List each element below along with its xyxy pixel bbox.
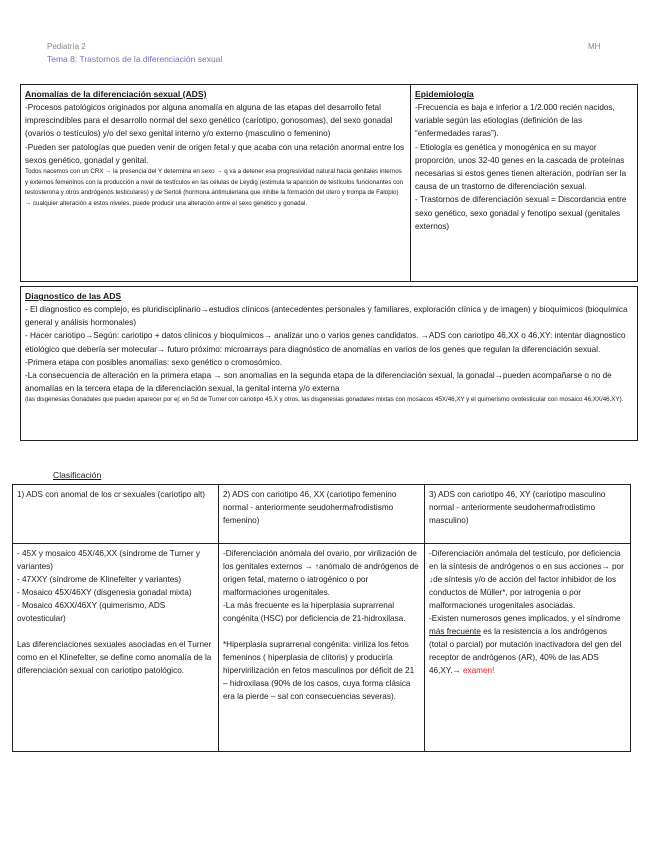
col1-item: - Mosaico 45X/46XY (disgenesia gonadal mixta) (17, 588, 192, 597)
col1-summary: Las diferenciaciones sexuales asociadas en el Turner como en el Klinefelter, se define como anomalía de la diferenciación sexual con cariotipo patológico. (17, 640, 212, 675)
col2-header: 2) ADS con cariotipo 46, XX (cariotipo femenino normal - anteriormente seudohermafrodistismo femenino) (219, 485, 425, 544)
course-name: Pediatría 2 (47, 42, 86, 51)
classification-title: Clasificación (53, 470, 102, 480)
epidemiology-box (410, 84, 638, 282)
col3-body (425, 544, 631, 752)
col3-text: -Existen numerosos genes implicados, y el síndrome (429, 614, 621, 623)
author-initials: MH (588, 42, 601, 51)
col1-item: - 45X y mosaico 45X/46,XX (síndrome de Turner y variantes) (17, 549, 200, 571)
epidemiology-paragraph-2: - Etiología es genética y monogénica en su mayor proporción, unos 32-40 genes en la cascada de proteínas necesarias si estos genes tienen alteración, podrían ser la causa de un trastorno de diferenciación sexual. (415, 142, 627, 192)
diagnosis-paragraph-4: -La consecuencia de alteración en la primera etapa → son anomalías en la segunda etapa de la diferenciación sexual, la gonadal→pueden acompañarse o no de anomalías en la tercera etapa de la diferenciación sexual, la genital interna y/o externa (25, 371, 612, 394)
ads-note: Todos nacemos con un CRX → la presencia del Y determina en sexo → q va a detener esa progresividad natural hacia genitales internos y externos femeninos con la producción a nivel de testículos en las células de Leydig (estimula la aparición de testículos funcionantes con testosterona y otros andrógenos testiculares) y de Sertoli (hormona antimuleriana que inhibe la formación del útero y trompa de Falopio) → cualquier alteración a estos niveles, puede producir una alteración entre el sexo genético y gonadal. (25, 168, 403, 207)
col2-item: *Hiperplasia suprarrenal congénita: viriliza los fetos femeninos ( hiperplasia de clítoris) y produciría hipervirilización en fetos masculinos por déficit de 21 – hidroxilasa (90% de los casos, cuya forma clásica era la pierde – sal con consecuencias severas). (223, 640, 415, 701)
col3-text: es la resistencia a los andrógenos (total o parcial) por mutación inactivadora del gen del receptor de andrógenos (AR), 40% de las ADS 46,XY.→ (429, 627, 622, 675)
col1-header: 1) ADS con anomal de los cr sexuales (cariotipo alt) (13, 485, 219, 544)
col3-item: -Diferenciación anómala del testículo, por deficiencia en la síntesis de andrógenos o en sus acciones→ por ↓de síntesis y/o de acción del factor inhibidor de los conductos de Müller*, por iatrogenia o por malformaciones urogenitales asociadas. (429, 549, 624, 610)
ads-title: Anomalías de la diferenciación sexual (ADS) (25, 89, 207, 99)
exam-flag: examen! (462, 666, 495, 675)
col1-body (13, 544, 219, 752)
topic-title: Tema 8: Trastornos de la diferenciación sexual (47, 54, 223, 64)
ads-paragraph-1: -Procesos patológicos originados por alguna anomalía en alguna de las etapas del desarrollo fetal imprescindibles para el desarrollo normal del sexo genético (cariotipo, gonosomas), del sexo gonadal (ovarios o testículos) y/o del sexo genital interno y/o externo (masculino o femenino) (25, 103, 393, 139)
epidemiology-paragraph-3: - Trastornos de diferenciación sexual = Discordancia entre sexo genético, sexo gonadal y fenotipo sexual (genitales externos) (415, 195, 627, 231)
diagnosis-box (20, 286, 638, 441)
diagnosis-note: (las disgenesias Gonadales que pueden aparecer por ej: en Sd de Turner con cariotipo 45,X y otros, las disgenesias gonadales mixtas con mosaicos 45X/46,XY y el quimerismo ovotesticular con mosaico 46,XX/46,XY). (25, 396, 624, 404)
col2-body (219, 544, 425, 752)
diagnosis-paragraph-2: - Hacer cariotipo→Según: cariotipo + datos clínicos y bioquímicos→ analizar uno o varios genes candidatos. →ADS con cariotipo 46,XX o 46,XY: intentar diagnostico etiológico que debería ser molecular→ futuro próximo: microarrays para diagnóstico de anomalías en varios de los genes que regulan la diferenciación sexual. (25, 331, 626, 354)
diagnosis-paragraph-3: -Primera etapa con posibles anomalías: sexo genético o cromosómico. (25, 357, 283, 367)
classification-table (12, 484, 631, 752)
table-row (13, 544, 631, 752)
table-header-row (13, 485, 631, 544)
col3-item (429, 612, 626, 677)
col3-header: 3) ADS con cariotipo 46, XY (cariotipo masculino normal - anteriormente seudohermafrodistimo masculino) (425, 485, 631, 544)
col1-item: - 47XXY (síndrome de Klinefelter y variantes) (17, 575, 182, 584)
col3-underlined: más frecuente (429, 627, 481, 636)
ads-box (20, 84, 411, 282)
epidemiology-paragraph-1: -Frecuencia es baja e inferior a 1/2.000 recién nacidos, variable según las etiologías (definición de las “enfermedades raras”). (415, 103, 615, 139)
diagnosis-paragraph-1: - El diagnostico es complejo, es pluridisciplinario→estudios clínicos (antecedentes personales y familiares, exploración clínica y de imagen) y bioquímicos (bioquímica general y análisis hormonales) (25, 305, 628, 328)
ads-paragraph-2: -Pueden ser patologías que pueden venir de origen fetal y que acaba con una relación anormal entre los sexos genético, gonadal y genital. (25, 142, 405, 165)
col2-item: -Diferenciación anómala del ovario, por virilización de los genitales externos → ↑anómalo de andrógenos de origen fetal, materno o iatrogénico o por malformaciones urogenitales. (223, 549, 419, 597)
epidemiology-title: Epidemiología (415, 89, 474, 99)
col2-item: -La más frecuente es la hiperplasia suprarrenal congénita (HSC) por deficiencia de 21-hidroxilasa. (223, 601, 406, 623)
diagnosis-title: Diagnostico de las ADS (25, 291, 122, 301)
col1-item: - Mosaico 46XX/46XY (quimerismo, ADS ovotesticular) (17, 601, 166, 623)
